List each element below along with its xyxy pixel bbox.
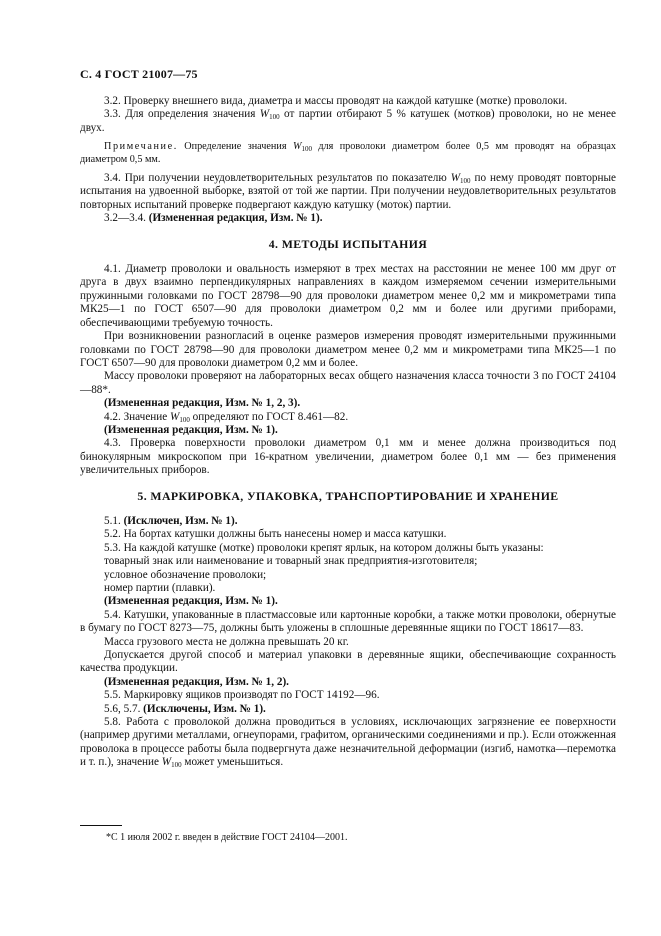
clause-5-2: 5.2. На бортах катушки должны быть нанесены номер и масса катушки. [104, 528, 447, 541]
clause-5-5: 5.5. Маркировку ящиков производят по ГОСТ 14192—96. [104, 689, 380, 702]
section-4-title: 4. МЕТОДЫ ИСПЫТАНИЯ [268, 236, 428, 251]
clause-3-4: 3.4. При получении неудовлетворительных результатов по показателю $W_{100}$ по нему проводят повторные испытания на удвоенной выборке, взятой от той же партии. При получении неудовлетворительных результатов повторных испытаний проверке подвергают каждую катушку (моток) партии. [80, 172, 616, 211]
clause-4-1-dispute: При возникновении разногласий в оценке размеров измерения проводят измерительными пружинными головками по ГОСТ 28798—90 для проволоки диаметром менее 0,2 мм и микрометрами типа МК25—1 по ГОСТ 6507—90 для проволоки диаметром 0,2 мм и более. [80, 330, 616, 369]
amendment-5-4: (Измененная редакция, Изм. № 1, 2). [104, 675, 289, 688]
section-5-title: 5. МАРКИРОВКА, УПАКОВКА, ТРАНСПОРТИРОВАНИЕ И ХРАНЕНИЕ [137, 488, 559, 503]
clause-5-4: 5.4. Катушки, упакованные в пластмассовые или картонные коробки, а также мотки проволоки, обернутые в бумагу по ГОСТ 8273—75, должны быть уложены в сплошные деревянные ящики по ГОСТ 18617—83. [80, 608, 616, 635]
clause-4-1: 4.1. Диаметр проволоки и овальность измеряют в трех местах на расстоянии не менее 100 мм друг от друга в двух взаимно перпендикулярных направлениях в каждом измеряемом сечении измерительными пружинными головками по ГОСТ 28798—90 для проволоки диаметром менее 0,2 мм и микрометрами типа МК25—1 по ГОСТ 6507—90 для проволоки диаметром 0,2 мм и более или другими приборами, обеспечивающими требуемую точность. [80, 263, 616, 329]
document-body [80, 95, 616, 770]
list-item: номер партии (плавки). [104, 582, 216, 594]
amendment-4-2: (Измененная редакция, Изм. № 1). [104, 423, 278, 436]
list-item: условное обозначение проволоки; [104, 568, 267, 581]
clause-5-4-weight: Масса грузового места не должна превышать 20 кг. [104, 635, 349, 648]
clause-4-2: 4.2. Значение $W_{100}$ определяют по ГОСТ 8.461—82. [104, 410, 349, 424]
footnote-divider [80, 825, 122, 826]
list-item: товарный знак или наименование и товарный знак предприятия-изготовителя; [104, 555, 478, 568]
amendment-3-2-3-4: 3.2—3.4. (Измененная редакция, Изм. № 1). [104, 212, 323, 225]
footnote: *С 1 июля 2002 г. введен в действие ГОСТ 24104—2001. [106, 832, 348, 843]
clause-5-1: 5.1. (Исключен, Изм. № 1). [104, 514, 238, 527]
clause-5-4-other: Допускается другой способ и материал упаковки в деревянные ящики, обеспечивающие сохранность качества продукции. [80, 649, 616, 675]
clause-5-3: 5.3. На каждой катушке (мотке) проволоки крепят ярлык, на котором должны быть указаны: [104, 541, 544, 554]
note-3-3: Примечание. Определение значения $W_{100}$ для проволоки диаметром более 0,5 мм проводят на образцах диаметром 0,5 мм. [80, 141, 616, 165]
clause-3-2: 3.2. Проверку внешнего вида, диаметра и массы проводят на каждой катушке (мотке) проволоки. [104, 95, 568, 107]
amendment-4-1: (Измененная редакция, Изм. № 1, 2, 3). [104, 397, 301, 410]
clause-3-3: 3.3. Для определения значения $W_{100}$ от партии отбирают 5 % катушек (мотков) проволоки, но не менее двух. [80, 108, 616, 134]
clause-5-8: 5.8. Работа с проволокой должна проводиться в условиях, исключающих загрязнение ее поверхности (например другими металлами, огнеупорами, графитом, органическими соединениями и пр.). Если отожженная проволока в процессе работы была подвергнута даже незначительной деформации (изгиб, намотка—перемотка и т. п.), значение $W_{100}$ может уменьшиться. [80, 716, 616, 770]
page-header: С. 4 ГОСТ 21007—75 [80, 67, 198, 81]
clause-5-6-5-7: 5.6, 5.7. (Исключены, Изм. № 1). [104, 702, 266, 715]
clause-4-3: 4.3. Проверка поверхности проволоки диаметром 0,1 мм и менее должна производиться под бинокулярным микроскопом при 16-кратном увеличении, диаметром более 0,1 мм — без применения увеличительных приборов. [80, 437, 616, 477]
amendment-5-3: (Измененная редакция, Изм. № 1). [104, 595, 278, 608]
clause-4-1-mass: Массу проволоки проверяют на лабораторных весах общего назначения класса точности 3 по ГОСТ 24104—88*. [80, 370, 616, 396]
